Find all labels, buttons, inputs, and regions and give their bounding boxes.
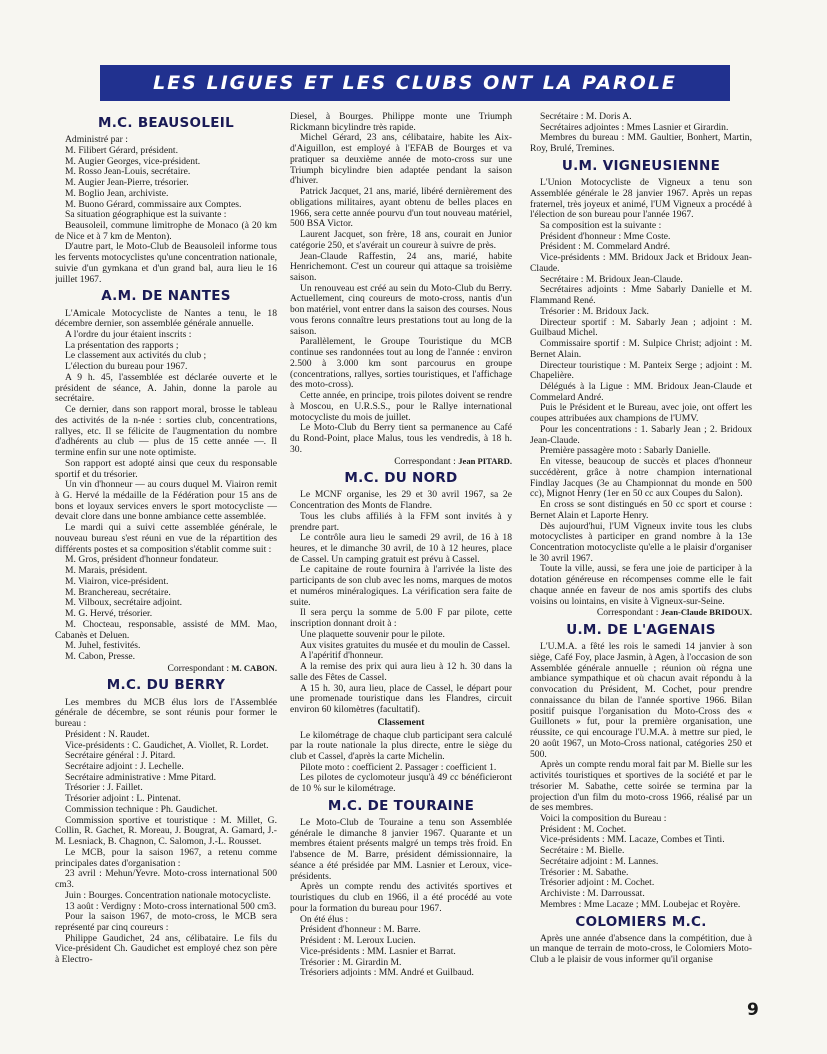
paragraph: L'élection du bureau pour 1967. — [65, 361, 188, 373]
paragraph: Sa situation géographique est la suivante : — [65, 209, 227, 221]
correspondent-signature — [290, 457, 512, 468]
paragraph: Ce dernier, dans son rapport moral, brosse le tableau des activités de la n-née : sorties club, concentrations, rallyes, etc. Il se félicite de l'augmentation du nombre d'adhérents au club — plus de 15 cette année —. Il termine enfin sur une note optimiste. — [55, 404, 277, 459]
paragraph: Les membres du MCB élus lors de l'Assemblée générale de décembre, se sont réunis pour former le bureau : — [55, 696, 277, 730]
paragraph: Le MCNF organise, les 29 et 30 avril 1967, sa 2e Concentration des Monts de Flandre. — [290, 489, 512, 512]
paragraph: Commissaire sportif : M. Sulpice Christ; adjoint : M. Bernet Alain. — [530, 338, 752, 360]
paragraph: Président : M. Commelard André. — [540, 241, 671, 253]
paragraph: On été élus : — [300, 913, 349, 925]
club-heading: M.C. DU NORD — [344, 470, 458, 487]
paragraph: Diesel, à Bourges. Philippe monte une Triumph Rickmann bicylindre très rapide. — [290, 112, 512, 133]
paragraph: Après un compte rendu des activités sportives et touristiques du club en 1966, il a été procédé au vote pour la formation du bureau pour 1967. — [290, 881, 512, 914]
paragraph: Secrétaire adjoint : M. Lannes. — [540, 855, 659, 867]
paragraph: La présentation des rapports ; — [65, 339, 179, 351]
paragraph: Voici la composition du Bureau : — [540, 813, 667, 825]
paragraph: En cross se sont distingués en 50 cc sport et course : Bernet Alain et Laporte Henry. — [530, 499, 752, 521]
paragraph: Pour la saison 1967, de moto-cross, le MCB sera représenté par cinq coureurs : — [55, 911, 277, 933]
paragraph: M. Viairon, vice-président. — [65, 575, 169, 587]
correspondent-label: Correspondant : — [394, 455, 456, 467]
paragraph: Membres du bureau : MM. Gaultier, Bonhert, Martin, Roy, Brulé, Tremines. — [530, 132, 752, 155]
paragraph: Après un compte rendu moral fait par M. Bielle sur les activités touristiques et sportives de la société et par le trésorier M. Sabathe, cette soirée se termina par la projection d'un film du moto-cross 1966, réalisé par un de ses membres. — [530, 759, 752, 814]
article-column-1 — [55, 112, 277, 1032]
paragraph: Secrétaires adjoints : Mme Sabarly Danielle et M. Flammand René. — [530, 284, 752, 307]
paragraph: A l'ordre du jour étaient inscrits : — [65, 328, 192, 340]
paragraph: Parallèlement, le Groupe Touristique du MCB continue ses randonnées tout au long de l'année : environ 2.500 à 3.000 km sont parcourus en groupe (concentrations, rallyes, sorties touristiques, et l'affichage des moto-cross). — [290, 336, 512, 391]
paragraph: A la remise des prix qui aura lieu à 12 h. 30 dans la salle des Fêtes de Cassel. — [290, 661, 512, 683]
paragraph: Il sera perçu la somme de 5.00 F par pilote, cette inscription donnant droit à : — [290, 607, 512, 630]
correspondent-name: M. CABON. — [231, 662, 277, 673]
paragraph: Beausoleil, commune limitrophe de Monaco (à 20 km de Nice et à 7 km de Menton). — [55, 219, 277, 242]
paragraph: M. Vilboux, secrétaire adjoint. — [65, 597, 183, 609]
paragraph: Le capitaine de route fournira à l'arrivée la liste des participants de son club avec les noms, marques de motos et numéros minéralogiques. La vérification sera faite de suite. — [290, 564, 512, 608]
correspondent-name: Jean PITARD. — [458, 455, 512, 466]
paragraph: Pour les concentrations : 1. Sabarly Jean ; 2. Bridoux Jean-Claude. — [530, 423, 752, 446]
paragraph: A 9 h. 45, l'assemblée est déclarée ouverte et le président de séance, A. Jahin, donne la parole au secrétaire. — [55, 371, 277, 405]
paragraph: Le kilométrage de chaque club participant sera calculé par la route nationale la plus directe, entre le siège du club et Cassel, d'après la carte Michelin. — [290, 729, 512, 762]
club-heading: A.M. DE NANTES — [101, 288, 231, 305]
paragraph: A l'apéritif d'honneur. — [300, 650, 384, 662]
paragraph: Président : M. Leroux Lucien. — [300, 935, 416, 947]
paragraph: Vice-présidents : MM. Bridoux Jack et Bridoux Jean-Claude. — [530, 252, 752, 274]
paragraph: M. Filibert Gérard, président. — [65, 144, 178, 156]
club-heading: U.M. VIGNEUSIENNE — [561, 157, 721, 174]
paragraph: Dès aujourd'hui, l'UM Vigneux invite tous les clubs motocyclistes à participer en grand nombre à la 13e Concentration motocycliste qu'elle a le plaisir d'organiser le 30 avril 1967. — [530, 520, 752, 564]
paragraph: Archiviste : M. Darroussat. — [540, 888, 645, 900]
paragraph: Philippe Gaudichet, 24 ans, célibataire. Le fils du Vice-président Ch. Gaudichet est employé chez son père à Electro- — [55, 932, 277, 966]
paragraph: L'Union Motocycliste de Vigneux a tenu son Assemblée générale le 28 janvier 1967. Après un repas fraternel, très joyeux et animé, l'UM Vigneux a procédé à l'élection de son bureau pour l'année 1967. — [530, 177, 752, 221]
paragraph: M. Buono Gérard, commissaire aux Comptes. — [65, 198, 242, 210]
page-number: 9 — [747, 1000, 759, 1020]
paragraph: Un renouveau est créé au sein du Moto-Club du Berry. Actuellement, cinq coureurs de moto-cross, nantis d'un bon matériel, vont entrer dans la saison des courses. Nous vous ferons connaître leurs prestations tout au long de la saison. — [290, 282, 512, 337]
paragraph: Trésorier : J. Faillet. — [65, 782, 143, 794]
paragraph: Juin : Bourges. Concentration nationale motocycliste. — [65, 889, 271, 901]
banner-title: LES LIGUES ET LES CLUBS ONT LA PAROLE — [153, 72, 677, 94]
paragraph: M. Marais, président. — [65, 565, 148, 577]
paragraph: Trésoriers adjoints : MM. André et Guilbaud. — [300, 967, 474, 979]
paragraph: Vice-présidents : MM. Lasnier et Barrat. — [300, 945, 456, 957]
paragraph: Vice-présidents : MM. Lacaze, Combes et Tinti. — [540, 834, 725, 846]
paragraph: Jean-Claude Raffestin, 24 ans, marié, habite Henrichemont. C'est un coureur qui attaque sa troisième saison. — [290, 250, 512, 284]
club-heading: M.C. DE TOURAINE — [327, 797, 475, 814]
paragraph: Le Moto-Club du Berry tient sa permanence au Café du Rond-Point, place Malus, tous les vendredis, à 18 h. 30. — [290, 422, 512, 455]
paragraph: Secrétaire : M. Bielle. — [540, 845, 625, 857]
paragraph: Michel Gérard, 23 ans, célibataire, habite les Aix-d'Aiguillon, est employé à l'EFAB de Bourges et va pratiquer sa deuxième année de moto-cross sur une Triumph bicylindre bien adaptée pendant la saison d'hiver. — [290, 132, 512, 187]
paragraph: Toute la ville, aussi, se fera une joie de participer à la dotation généreuse en récompenses comme elle le fait chaque année en faveur de nos amis sportifs des clubs voisins ou lointains, en visite à Vigneux-sur-Seine. — [530, 563, 752, 607]
paragraph: Président d'honneur : M. Barre. — [300, 924, 421, 936]
paragraph: Cette année, en principe, trois pilotes doivent se rendre à Moscou, en U.R.S.S., pour le Rallye international motocycliste du mois de juillet. — [290, 390, 512, 423]
paragraph: Vice-présidents : C. Gaudichet, A. Viollet, R. Lordet. — [65, 739, 269, 751]
paragraph: Secrétaire administrative : Mme Pitard. — [65, 771, 217, 783]
paragraph: 23 avril : Mehun/Yevre. Moto-cross international 500 cm3. — [55, 868, 277, 891]
paragraph: Sa composition est la suivante : — [540, 219, 662, 231]
paragraph: M. G. Hervé, trésorier. — [65, 608, 153, 620]
club-heading: U.M. DE L'AGENAIS — [566, 622, 716, 639]
club-heading: M.C. BEAUSOLEIL — [98, 115, 234, 131]
section-banner — [100, 65, 730, 101]
paragraph: Trésorier adjoint : L. Pintenat. — [65, 793, 181, 805]
paragraph: Le mardi qui a suivi cette assemblée générale, le nouveau bureau s'est réuni en vue de la répartition des différents postes et sa composition s'établit comme suit : — [55, 522, 277, 555]
article-column-2 — [290, 112, 512, 1032]
paragraph: M. Cabon, Presse. — [65, 651, 136, 662]
paragraph: Les pilotes de cyclomoteur jusqu'à 49 cc bénéficieront de 10 % sur le kilométrage. — [290, 772, 512, 795]
paragraph: Président d'honneur : Mme Coste. — [540, 230, 671, 242]
paragraph: 13 août : Verdigny : Moto-cross international 500 cm3. — [65, 900, 277, 912]
article-column-3 — [530, 112, 752, 1032]
paragraph: Le Moto-Club de Touraine a tenu son Assemblée générale le dimanche 8 janvier 1967. Quarante et un membres étaient présents malgré un temps très froid. En l'absence de M. Barre, président démissionnaire, la séance a été présidée par MM. Lasnier et Leroux, vice-présidents. — [290, 817, 512, 882]
correspondent-label: Correspondant : — [596, 607, 659, 619]
paragraph: Laurent Jacquet, son frère, 18 ans, courait en Junior catégorie 250, et s'avérait un coureur à suivre de près. — [290, 229, 512, 251]
paragraph: Commission sportive et touristique : M. Millet, G. Collin, R. Gachet, R. Moreau, J. Bougrat, A. Gamard, J.-M. Lesniack, B. Chagnon, C. Salomon, J.-L. Rousset. — [55, 814, 277, 848]
correspondent-signature — [55, 664, 277, 675]
paragraph: Directeur touristique : M. Panteix Serge ; adjoint : M. Chapelière. — [530, 359, 752, 382]
paragraph: M. Branchereau, secrétaire. — [65, 586, 171, 598]
correspondent-label: Correspondant : — [167, 662, 229, 674]
paragraph: Trésorier : M. Bridoux Jack. — [540, 305, 649, 317]
paragraph: Le MCB, pour la saison 1967, a retenu comme principales dates d'organisation : — [55, 846, 277, 869]
paragraph: Secrétaire général : J. Pitard. — [65, 750, 176, 762]
paragraph: Un vin d'honneur — au cours duquel M. Viairon remit à G. Hervé la médaille de la Fédération pour 15 ans de bons et loyaux services envers le sport motocycliste — devait clore dans une bonne ambiance cette assemblée. — [55, 479, 277, 523]
paragraph: Trésorier : M. Sabathe. — [540, 866, 629, 878]
paragraph: Tous les clubs affiliés à la FFM sont invités à y prendre part. — [290, 510, 512, 533]
paragraph: Patrick Jacquet, 21 ans, marié, libéré dernièrement des obligations militaires, ayant obtenu de belles places en 1966, sera cette année pourvu d'un tout nouveau matériel, 500 BSA Victor. — [290, 186, 512, 230]
club-heading: COLOMIERS M.C. — [575, 913, 707, 930]
paragraph: Président : N. Raudet. — [65, 728, 150, 740]
paragraph: Le contrôle aura lieu le samedi 29 avril, de 16 à 18 heures, et le dimanche 30 avril, de 10 à 12 heures, place de Cassel. Un camping gratuit est prévu à Cassel. — [290, 532, 512, 565]
paragraph: Trésorier : M. Girardin M. — [300, 956, 402, 968]
correspondent-signature — [530, 608, 752, 619]
paragraph: Secrétaire : M. Bridoux Jean-Claude. — [540, 273, 683, 285]
paragraph: M. Gros, président d'honneur fondateur. — [65, 554, 219, 566]
paragraph: M. Juhel, festivités. — [65, 640, 141, 652]
paragraph: Son rapport est adopté ainsi que ceux du responsable sportif et du trésorier. — [55, 457, 277, 480]
paragraph: Directeur sportif : M. Sabarly Jean ; adjoint : M. Guilbaud Michel. — [530, 316, 752, 339]
paragraph: Le classement aux activités du club ; — [65, 350, 207, 362]
paragraph: Délégués à la Ligue : MM. Bridoux Jean-Claude et Commelard André. — [530, 381, 752, 403]
paragraph: Membres : Mme Lacaze ; MM. Loubejac et Royère. — [540, 898, 741, 910]
paragraph: M. Chocteau, responsable, assisté de MM. Mao, Cabanès et Deluen. — [55, 618, 277, 641]
subheading: Classement — [377, 716, 425, 728]
paragraph: A 15 h. 30, aura lieu, place de Cassel, le départ pour une promenade touristique dans les Flandres, circuit environ 60 kilomètres (facultatif). — [290, 682, 512, 716]
paragraph: M. Augier Jean-Pierre, trésorier. — [65, 177, 189, 189]
paragraph: Commission technique : Ph. Gaudichet. — [65, 803, 218, 815]
paragraph: Après une année d'absence dans la compétition, due à un manque de terrain de moto-cross, le Colomiers Moto-Club a le plaisir de vous informer qu'il organise — [530, 932, 752, 966]
paragraph: M. Rosso Jean-Louis, secrétaire. — [65, 166, 191, 178]
paragraph: Pilote moto : coefficient 2. Passager : coefficient 1. — [300, 761, 497, 773]
paragraph: Puis le Président et le Bureau, avec joie, ont offert les coupes attribuées aux champions de l'UMV. — [530, 402, 752, 425]
paragraph: M. Augier Georges, vice-président. — [65, 155, 201, 167]
paragraph: Trésorier adjoint : M. Cochet. — [540, 877, 655, 889]
paragraph: Administré par : — [65, 134, 128, 146]
paragraph: M. Boglio Jean, archiviste. — [65, 187, 169, 199]
paragraph: L'Amicale Motocycliste de Nantes a tenu, le 18 décembre dernier, son assemblée générale annuelle. — [55, 307, 277, 330]
paragraph: Secrétaire : M. Doris A. — [540, 112, 632, 122]
paragraph: Une plaquette souvenir pour le pilote. — [300, 628, 445, 640]
paragraph: L'U.M.A. a fêté les rois le samedi 14 janvier à son siège, Café Foy, place Jasmin, à Agen, à l'occasion de son Assemblée générale annuelle ; réunion où régna une ambiance sympathique et où chacun avait répondu à la convocation du Président, M. Cochet, pour prendre connaissance du bilan de l'année sportive 1966. Bilan positif puisque l'organisation du Moto-Cross des « Guillonets » fut, pour la première organisation, une réussite, ce qui encourage l'U.M.A. à mettre sur pied, le 20 août 1967, un Moto-Cross national, catégories 250 et 500. — [530, 641, 752, 760]
paragraph: Secrétaire adjoint : J. Lechelle. — [65, 760, 184, 772]
paragraph: Président : M. Cochet. — [540, 823, 627, 835]
paragraph: Secrétaires adjointes : Mmes Lasnier et Girardin. — [540, 121, 729, 133]
paragraph: Aux visites gratuites du musée et du moulin de Cassel. — [300, 639, 510, 651]
paragraph: D'autre part, le Moto-Club de Beausoleil informe tous les fervents motocyclistes qu'une concentration nationale, suivie d'un gymkana et d'un grand bal, aura lieu le 16 juillet 1967. — [55, 241, 277, 285]
paragraph: Première passagère moto : Sabarly Danielle. — [540, 445, 711, 457]
paragraph: En vitesse, beaucoup de succès et places d'honneur succédèrent, grâce à notre champion international Findlay Jacques (3e au Championnat du monde en 500 cc), Mignot Henry (1er en 50 cc aux Coupes du Salon). — [530, 456, 752, 500]
correspondent-name: Jean-Claude BRIDOUX. — [660, 607, 752, 618]
club-heading: M.C. DU BERRY — [106, 677, 226, 694]
